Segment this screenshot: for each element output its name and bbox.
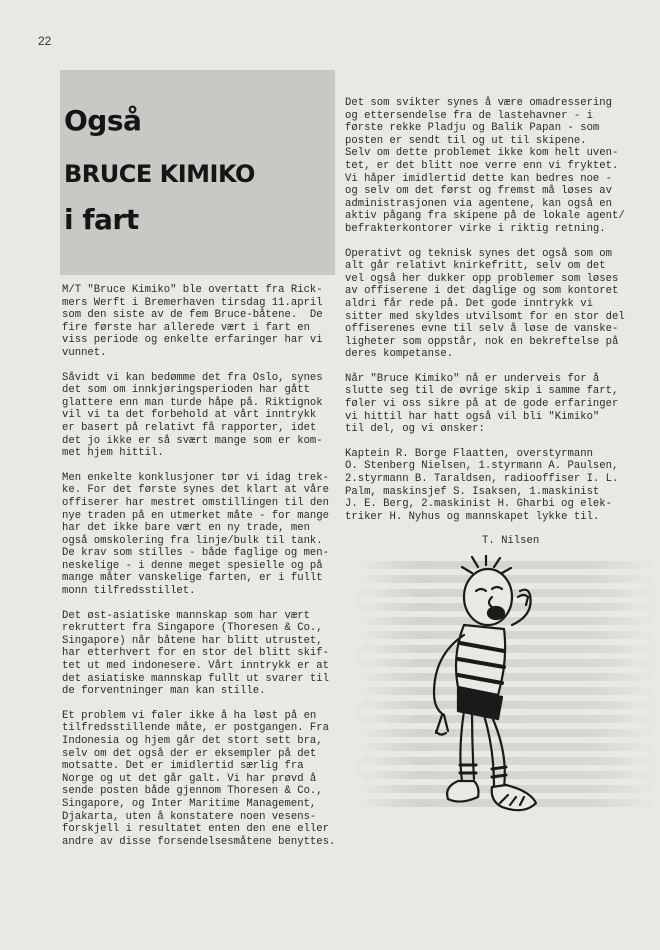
headline-line-3: i fart — [64, 203, 139, 236]
paragraph: Kaptein R. Borge Flaatten, overstyrmann O. Stenberg Nielsen, 1.styrmann A. Paulsen, 2.styrmann B. Taraldsen, radiooffiser I. L. Palm, maskinsjef S. Isaksen, 1.maskinist J. E. Berg, 2.maskinist H. Gharbi og elek- triker H. Nyhus og mannskapet lykke til. — [345, 447, 619, 523]
paragraph: Såvidt vi kan bedømme det fra Oslo, synes det som om innkjøringsperioden har gått glattere enn man turde håpe på. Riktignok vil vi ta det forbehold at vårt inntrykk er basert på relativt få rapporter, idet det jo ikke er så svært mange som er kom- met hjem hittil. — [62, 371, 323, 460]
paragraph: Operativt og teknisk synes det også som om alt går relativt knirkefritt, selv om det vel også her dukker opp problemer som løses av offiserene i det daglige og som kontoret aldri får rede på. Det gode inntrykk vi sitter med skyldes utvilsomt for en stor del offiserenes evne til selv å løse de vanske- ligheter som oppstår, nok en bekreftelse på deres kompetanse. — [345, 247, 625, 361]
page-number: 22 — [38, 34, 52, 48]
headline-line-1: Også — [64, 104, 142, 137]
paragraph: Men enkelte konklusjoner tør vi idag trek- ke. For det første synes det klart at våre offiserer har mestret omstillingen til den nye traden på en utmerket måte - for mange har det ikke bare vært en ny trade, men også omskolering fra linje/bulk til tank. De krav som stilles - både faglige og men- neskelige - i denne meget spesielle og på mange måter vanskelige farten, er i fullt monn tilfredsstillet. — [62, 471, 330, 598]
paragraph: Det øst-asiatiske mannskap som har vært rekruttert fra Singapore (Thoresen & Co., Singapore) når båtene har blitt utrustet, har etterhvert for en stor del blitt skif- tet ut med indonesere. Vårt inntrykk er at det asiatiske mannskap fullt ut svarer til de forventninger man kan stille. — [62, 609, 330, 698]
paragraph: Et problem vi føler ikke å ha løst på en tilfredsstillende måte, er postgangen. Fra Indonesia og hjem går det stort sett bra, selv om det også der er eksempler på det motsatte. Det er imidlertid særlig fra Norge og ut det går galt. Vi har prøvd å sende posten både gjennom Thoresen & Co., Singapore, og Inter Maritime Management, Djakarta, uten å konstatere noen vesens- forskjell i resultatet enten den ene eller andre av disse forsendelsesmåtene benyttes. — [62, 709, 336, 848]
right-column — [345, 97, 645, 548]
cheering-man-illustration-icon — [400, 555, 560, 845]
paragraph: Det som svikter synes å være omadressering og ettersendelse fra de lastehavner - i første rekke Pladju og Balik Papan - som posten er sendt til og ut til skipene. Selv om dette problemet ikke kom helt uven- tet, er det blitt noe verre enn vi fryktet. Vi håper imidlertid dette kan bedres noe - og selv om det først og fremst må løses av administrasjonen via agentene, kan også en aktiv pågang fra skipene på de lokale agent/ befrakterkontorer virke i riktig retning. — [345, 97, 625, 235]
left-column — [62, 284, 362, 860]
paragraph: M/T "Bruce Kimiko" ble overtatt fra Rick- mers Werft i Bremerhaven tirsdag 11.april som den siste av de fem Bruce-båtene. De fire første har allerede vært i fart en viss periode og enkelte erfaringer har vi vunnet. — [62, 284, 323, 359]
headline-line-2: BRUCE KIMIKO — [64, 160, 255, 188]
paragraph: Når "Bruce Kimiko" nå er underveis for å slutte seg til de øvrige skip i samme fart, føler vi oss sikre på at de gode erfaringer vi hittil har hatt også vil bli "Kimiko" til del, og vi ønsker: — [345, 372, 619, 436]
signature: T. Nilsen — [482, 535, 540, 548]
